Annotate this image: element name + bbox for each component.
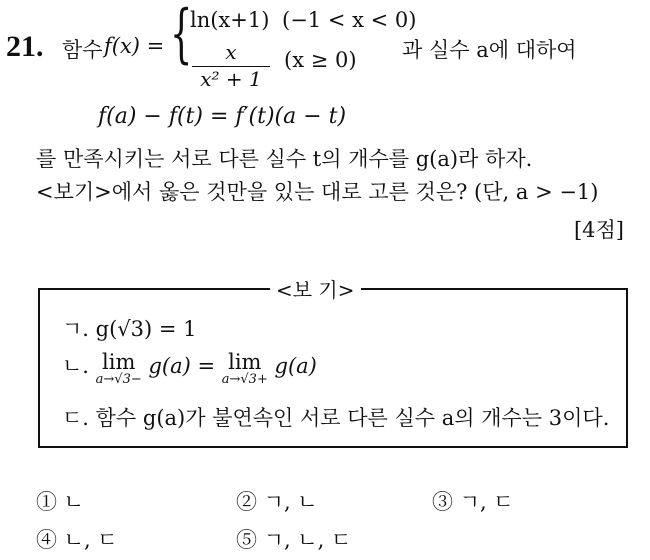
main-equation: f(a) − f(t) = f′(t)(a − t): [98, 104, 347, 129]
item2-prefix: ㄴ.: [62, 354, 89, 378]
choice-1[interactable]: ① ㄴ: [36, 490, 84, 514]
bogi-item-2: [62, 350, 317, 387]
case1-condition: (−1 < x < 0): [282, 8, 417, 32]
choice-3[interactable]: ③ ㄱ, ㄷ: [432, 490, 514, 514]
case2-condition: (x ≥ 0): [284, 48, 357, 72]
choice-5[interactable]: ⑤ ㄱ, ㄴ, ㄷ: [236, 528, 352, 552]
bogi-item-1: ㄱ. g(√3) = 1: [62, 317, 197, 341]
limit-right-word: lim: [228, 350, 262, 374]
function-name: f(x) =: [104, 34, 165, 58]
fraction-numerator: x: [225, 40, 237, 64]
limit-right-subscript: a→√3+: [221, 372, 268, 387]
question-number: 21.: [6, 30, 44, 63]
question-line-3: <보기>에서 옳은 것만을 있는 대로 고른 것은? (단, a > −1): [36, 180, 599, 204]
limit-right: [222, 350, 268, 387]
limit-left-word: lim: [102, 350, 136, 374]
question-intro: 함수: [62, 38, 103, 62]
fraction-denominator: x² + 1: [200, 67, 262, 91]
score-label: [4점]: [573, 218, 624, 242]
question-line-2: 를 만족시키는 서로 다른 실수 t의 개수를 g(a)라 하자.: [36, 147, 533, 171]
case2-fraction: [190, 40, 272, 91]
limit-left: [96, 350, 142, 387]
item2-middle: g(a) =: [148, 354, 216, 378]
definition-suffix: 과 실수 a에 대하여: [402, 38, 577, 62]
bogi-item-3: ㄷ. 함수 g(a)가 불연속인 서로 다른 실수 a의 개수는 3이다.: [62, 406, 610, 430]
piecewise-brace: {: [170, 0, 193, 71]
bogi-title: <보 기>: [270, 274, 361, 303]
choice-2[interactable]: ② ㄱ, ㄴ: [236, 490, 318, 514]
limit-left-subscript: a→√3−: [95, 372, 142, 387]
case1-expression: ln(x+1): [190, 8, 270, 32]
choice-4[interactable]: ④ ㄴ, ㄷ: [36, 528, 118, 552]
item2-end: g(a): [274, 354, 317, 378]
